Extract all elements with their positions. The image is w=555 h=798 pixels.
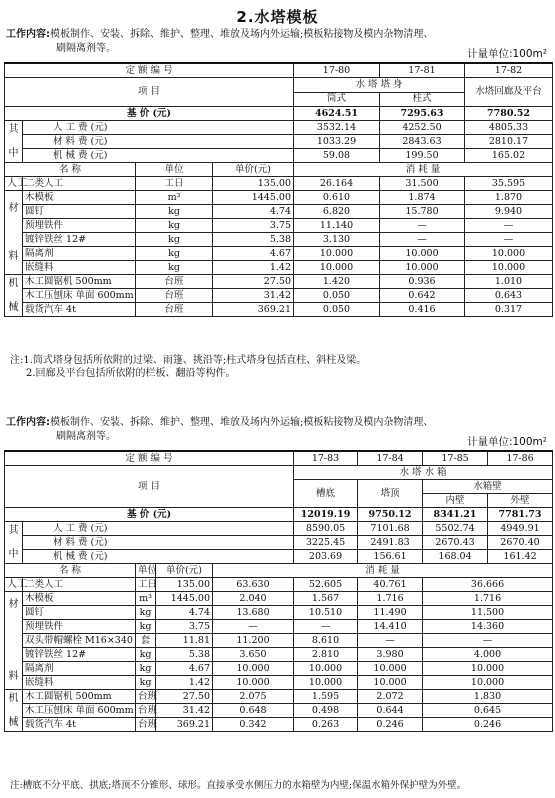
resource-unit: kg [136, 247, 213, 261]
resource-name: 载货汽车 4t [23, 303, 136, 317]
material-row [5, 233, 553, 247]
consume-value: 11.200 [213, 634, 294, 648]
quota-table-1 [4, 62, 553, 317]
code-cell: 17-84 [358, 451, 423, 466]
resource-price: 4.74 [156, 606, 213, 620]
resource-price: 135.00 [213, 177, 294, 191]
resource-name: 载货汽车 4t [23, 718, 136, 732]
resource-price: 5.38 [213, 233, 294, 247]
resource-unit: kg [136, 648, 156, 662]
consume-value: 0.643 [465, 289, 553, 303]
footnote-2 [10, 779, 466, 792]
consume-value: 0.642 [380, 289, 465, 303]
resource-price: 4.67 [213, 247, 294, 261]
cost-row [5, 121, 553, 135]
consume-value: 10.510 [294, 606, 358, 620]
work-content-1 [6, 28, 433, 56]
work-content-label: 工作内容: [6, 417, 50, 428]
price-header: 单价(元) [156, 564, 213, 578]
group-row [5, 78, 553, 93]
cost-row [5, 550, 553, 564]
consume-value: — [423, 634, 553, 648]
code-cell: 17-86 [488, 451, 553, 466]
price-header: 单价(元) [213, 163, 294, 177]
consume-value: — [213, 620, 294, 634]
cost-value: 2670.43 [423, 536, 488, 550]
resource-unit: kg [136, 205, 213, 219]
resource-price: 31.42 [213, 289, 294, 303]
consume-value: 10.000 [380, 247, 465, 261]
consume-value: 10.000 [294, 247, 380, 261]
resource-unit: 台班 [136, 303, 213, 317]
consume-value: 10.000 [294, 662, 358, 676]
consume-value: 0.498 [294, 704, 358, 718]
group-header: 水箱壁 [423, 480, 553, 494]
material-row [5, 606, 553, 620]
resource-unit: kg [136, 219, 213, 233]
cost-row [5, 536, 553, 550]
consume-value: 0.648 [213, 704, 294, 718]
consume-value: 1.010 [465, 275, 553, 289]
name-header: 名 称 [5, 564, 136, 578]
consume-value: — [380, 219, 465, 233]
base-price-value: 7295.63 [380, 107, 465, 121]
resource-unit: 台班 [136, 704, 156, 718]
work-content-text-1: 模板制作、安装、拆除、维护、整理、堆放及场内外运输;模板粘接物及模内杂物清理、 [50, 417, 434, 428]
side-label: 其 中 [5, 121, 23, 163]
cost-value: 2810.17 [465, 135, 553, 149]
code-header: 定 额 编 号 [5, 63, 294, 78]
cost-value: 4949.91 [488, 522, 553, 536]
resource-price: 369.21 [156, 718, 213, 732]
base-price-value: 7781.73 [488, 508, 553, 522]
machine-row [5, 704, 553, 718]
resource-price: 4.67 [156, 662, 213, 676]
consume-value: 1.716 [358, 592, 423, 606]
resource-name: 嵌缝料 [23, 261, 136, 275]
resource-unit: 工日 [136, 177, 213, 191]
cost-value: 199.50 [380, 149, 465, 163]
consume-value: 10.000 [465, 247, 553, 261]
consume-value: 1.874 [380, 191, 465, 205]
consume-value: 4.000 [423, 648, 553, 662]
cost-value: 5502.74 [423, 522, 488, 536]
cost-value: 7101.68 [358, 522, 423, 536]
code-cell: 17-83 [294, 451, 358, 466]
consume-value: 3.130 [294, 233, 380, 247]
cost-row [5, 522, 553, 536]
consume-value: 1.830 [423, 690, 553, 704]
footnote-line: 注:1.筒式塔身包括所依附的过梁、雨篷、挑沿等;柱式塔身包括直柱、斜柱及梁。 [10, 355, 367, 366]
work-content-label: 工作内容: [6, 29, 50, 40]
resource-name: 预埋铁件 [23, 219, 136, 233]
resource-name: 木工圆锯机 500mm [23, 275, 136, 289]
cost-value: 203.69 [294, 550, 358, 564]
consume-value: — [465, 233, 553, 247]
consume-value: 1.595 [294, 690, 358, 704]
unit-header: 单位 [136, 163, 213, 177]
consume-value: 0.416 [380, 303, 465, 317]
labor-row [5, 578, 553, 592]
material-row [5, 634, 553, 648]
code-cell: 17-85 [423, 451, 488, 466]
base-price-value: 4624.51 [294, 107, 380, 121]
resource-unit: kg [136, 676, 156, 690]
consume-header: 消 耗 量 [213, 564, 553, 578]
resource-unit: kg [136, 606, 156, 620]
consume-value: 15.780 [380, 205, 465, 219]
cost-name: 材 料 费 (元) [23, 135, 294, 149]
resource-unit: m³ [136, 592, 156, 606]
consume-header-row [5, 163, 553, 177]
base-price-value: 7780.52 [465, 107, 553, 121]
base-price-label: 基 价 (元) [5, 508, 294, 522]
work-content-text-2: 刷隔离剂等。 [56, 43, 116, 54]
consume-value: — [380, 233, 465, 247]
cost-value: 8590.05 [294, 522, 358, 536]
consume-value: 0.610 [294, 191, 380, 205]
column-header: 水塔回廊及平台 [465, 78, 553, 107]
side-label: 材 料 [5, 592, 23, 690]
resource-price: 1445.00 [156, 592, 213, 606]
resource-name: 木工压刨床 单面 600mm [23, 704, 136, 718]
consume-value: 0.645 [423, 704, 553, 718]
resource-unit: 工日 [136, 578, 156, 592]
consume-value: 14.410 [358, 620, 423, 634]
consume-value: 0.050 [294, 303, 380, 317]
code-cell: 17-81 [380, 63, 465, 78]
group-header: 水 塔 塔 身 [294, 78, 465, 93]
consume-value: — [465, 219, 553, 233]
code-cell: 17-80 [294, 63, 380, 78]
consume-value: 31.500 [380, 177, 465, 191]
side-label: 人工 [5, 177, 23, 191]
material-row [5, 261, 553, 275]
consume-value: 26.164 [294, 177, 380, 191]
consume-value: 0.263 [294, 718, 358, 732]
consume-value: 11.490 [358, 606, 423, 620]
side-label: 机 械 [5, 275, 23, 317]
consume-value: 9.940 [465, 205, 553, 219]
consume-value: 10.000 [294, 676, 358, 690]
resource-unit: 台班 [136, 690, 156, 704]
material-row [5, 662, 553, 676]
resource-unit: kg [136, 662, 156, 676]
consume-value: 10.000 [358, 662, 423, 676]
consume-value: 6.820 [294, 205, 380, 219]
resource-price: 369.21 [213, 303, 294, 317]
resource-name: 隔离剂 [23, 247, 136, 261]
cost-row [5, 135, 553, 149]
resource-price: 1.42 [156, 676, 213, 690]
resource-name: 二类人工 [23, 578, 136, 592]
unit-label-2: 计量单位:100m² [466, 436, 547, 448]
consume-value: 0.050 [294, 289, 380, 303]
footnote-line: 2.回廊及平台包括所依附的栏板、翻沿等构件。 [26, 368, 236, 379]
code-row [5, 63, 553, 78]
consume-value: 0.317 [465, 303, 553, 317]
resource-price: 27.50 [213, 275, 294, 289]
material-row [5, 648, 553, 662]
resource-name: 二类人工 [23, 177, 136, 191]
code-row [5, 451, 553, 466]
material-row [5, 620, 553, 634]
resource-unit: 台班 [136, 718, 156, 732]
resource-unit: 台班 [136, 289, 213, 303]
consume-value: 2.040 [213, 592, 294, 606]
consume-value: 11.140 [294, 219, 380, 233]
resource-price: 3.75 [156, 620, 213, 634]
cost-row [5, 149, 553, 163]
cost-value: 2491.83 [358, 536, 423, 550]
code-cell: 17-82 [465, 63, 553, 78]
machine-row [5, 303, 553, 317]
machine-row [5, 690, 553, 704]
consume-value: 3.980 [358, 648, 423, 662]
resource-price: 3.75 [213, 219, 294, 233]
resource-name: 圆钉 [23, 606, 136, 620]
consume-value: 13.680 [213, 606, 294, 620]
unit-label-1: 计量单位:100m² [466, 48, 547, 60]
cost-value: 1033.29 [294, 135, 380, 149]
consume-value: 1.716 [423, 592, 553, 606]
unit-header: 单位 [136, 564, 156, 578]
side-label: 其 中 [5, 522, 23, 564]
base-price-value: 8341.21 [423, 508, 488, 522]
consume-value: 10.000 [380, 261, 465, 275]
work-content-text-1: 模板制作、安装、拆除、维护、整理、堆放及场内外运输;模板粘接物及模内杂物清理、 [50, 29, 434, 40]
machine-row [5, 275, 553, 289]
resource-unit: 套 [136, 634, 156, 648]
resource-name: 木工圆锯机 500mm [23, 690, 136, 704]
cost-name: 机 械 费 (元) [23, 550, 294, 564]
consume-value: — [358, 634, 423, 648]
consume-value: 10.000 [465, 261, 553, 275]
base-price-label: 基 价 (元) [5, 107, 294, 121]
side-label: 人工 [5, 578, 23, 592]
cost-name: 人 工 费 (元) [23, 522, 294, 536]
consume-value: 10.000 [423, 662, 553, 676]
cost-name: 人 工 费 (元) [23, 121, 294, 135]
consume-value: 35.595 [465, 177, 553, 191]
consume-value: 1.870 [465, 191, 553, 205]
page-title: 2.水塔模板 [236, 8, 319, 26]
machine-row [5, 289, 553, 303]
consume-header-row [5, 564, 553, 578]
resource-name: 双头带帽螺栓 M16×340 [23, 634, 136, 648]
resource-unit: kg [136, 620, 156, 634]
consume-value: 10.000 [423, 676, 553, 690]
consume-value: 1.420 [294, 275, 380, 289]
column-header: 内壁 [423, 494, 488, 508]
consume-value: 10.000 [213, 662, 294, 676]
consume-value: 0.246 [423, 718, 553, 732]
machine-row [5, 718, 553, 732]
consume-value: 2.072 [358, 690, 423, 704]
consume-value: 10.000 [294, 261, 380, 275]
consume-header: 消 耗 量 [294, 163, 553, 177]
material-row [5, 592, 553, 606]
labor-row [5, 177, 553, 191]
cost-value: 2843.63 [380, 135, 465, 149]
side-label: 材 料 [5, 191, 23, 275]
material-row [5, 676, 553, 690]
base-price-value: 12019.19 [294, 508, 358, 522]
footnote-1 [10, 354, 366, 380]
material-row [5, 247, 553, 261]
resource-price: 27.50 [156, 690, 213, 704]
name-header: 名 称 [5, 163, 136, 177]
column-header: 筒式 [294, 92, 380, 107]
resource-price: 11.81 [156, 634, 213, 648]
base-price-row [5, 508, 553, 522]
cost-value: 4805.33 [465, 121, 553, 135]
resource-name: 圆钉 [23, 205, 136, 219]
consume-value: 14.360 [423, 620, 553, 634]
side-label: 机 械 [5, 690, 23, 732]
resource-unit: 台班 [136, 275, 213, 289]
resource-name: 木工压刨床 单面 600mm [23, 289, 136, 303]
cost-value: 165.02 [465, 149, 553, 163]
resource-name: 镀锌铁丝 12# [23, 233, 136, 247]
consume-value: 8.610 [294, 634, 358, 648]
cost-value: 59.08 [294, 149, 380, 163]
resource-price: 4.74 [213, 205, 294, 219]
base-price-value: 9750.12 [358, 508, 423, 522]
column-header: 外壁 [488, 494, 553, 508]
footnote-line: 注:槽底不分平底、拱底;塔顶不分锥形、球形。直接承受水侧压力的水箱壁为内壁;保温水箱外保护壁为外壁。 [10, 780, 467, 791]
work-content-2 [6, 416, 433, 444]
column-header: 柱式 [380, 92, 465, 107]
group-row [5, 466, 553, 480]
consume-value: 3.650 [213, 648, 294, 662]
cost-value: 161.42 [488, 550, 553, 564]
consume-value: 0.936 [380, 275, 465, 289]
resource-name: 隔离剂 [23, 662, 136, 676]
cost-name: 材 料 费 (元) [23, 536, 294, 550]
group-header: 水 塔 水 箱 [294, 466, 553, 480]
consume-value: 52.605 [294, 578, 358, 592]
resource-unit: kg [136, 233, 213, 247]
resource-name: 木模板 [23, 592, 136, 606]
cost-value: 168.04 [423, 550, 488, 564]
cost-value: 2670.40 [488, 536, 553, 550]
item-header: 项 目 [5, 78, 294, 107]
resource-price: 31.42 [156, 704, 213, 718]
item-header: 项 目 [5, 466, 294, 508]
consume-value: 0.246 [358, 718, 423, 732]
consume-value: 40.761 [358, 578, 423, 592]
consume-value: 36.666 [423, 578, 553, 592]
quota-table-2 [4, 450, 553, 732]
resource-unit: kg [136, 261, 213, 275]
resource-name: 嵌缝料 [23, 676, 136, 690]
resource-name: 镀锌铁丝 12# [23, 648, 136, 662]
cost-value: 156.61 [358, 550, 423, 564]
consume-value: 2.810 [294, 648, 358, 662]
consume-value: 10.000 [358, 676, 423, 690]
resource-price: 1.42 [213, 261, 294, 275]
resource-price: 135.00 [156, 578, 213, 592]
material-row [5, 205, 553, 219]
column-header: 塔顶 [358, 480, 423, 508]
resource-name: 预埋铁件 [23, 620, 136, 634]
consume-value: 0.342 [213, 718, 294, 732]
consume-value: 11.500 [423, 606, 553, 620]
cost-value: 3532.14 [294, 121, 380, 135]
consume-value: 1.567 [294, 592, 358, 606]
resource-price: 1445.00 [213, 191, 294, 205]
consume-value: 10.000 [213, 676, 294, 690]
resource-unit: m³ [136, 191, 213, 205]
consume-value: — [294, 620, 358, 634]
cost-value: 4252.50 [380, 121, 465, 135]
consume-value: 63.630 [213, 578, 294, 592]
material-row [5, 191, 553, 205]
resource-name: 木模板 [23, 191, 136, 205]
material-row [5, 219, 553, 233]
cost-name: 机 械 费 (元) [23, 149, 294, 163]
consume-value: 0.644 [358, 704, 423, 718]
consume-value: 2.075 [213, 690, 294, 704]
resource-price: 5.38 [156, 648, 213, 662]
work-content-text-2: 刷隔离剂等。 [56, 431, 116, 442]
column-header: 槽底 [294, 480, 358, 508]
code-header: 定 额 编 号 [5, 451, 294, 466]
base-price-row [5, 107, 553, 121]
cost-value: 3225.45 [294, 536, 358, 550]
